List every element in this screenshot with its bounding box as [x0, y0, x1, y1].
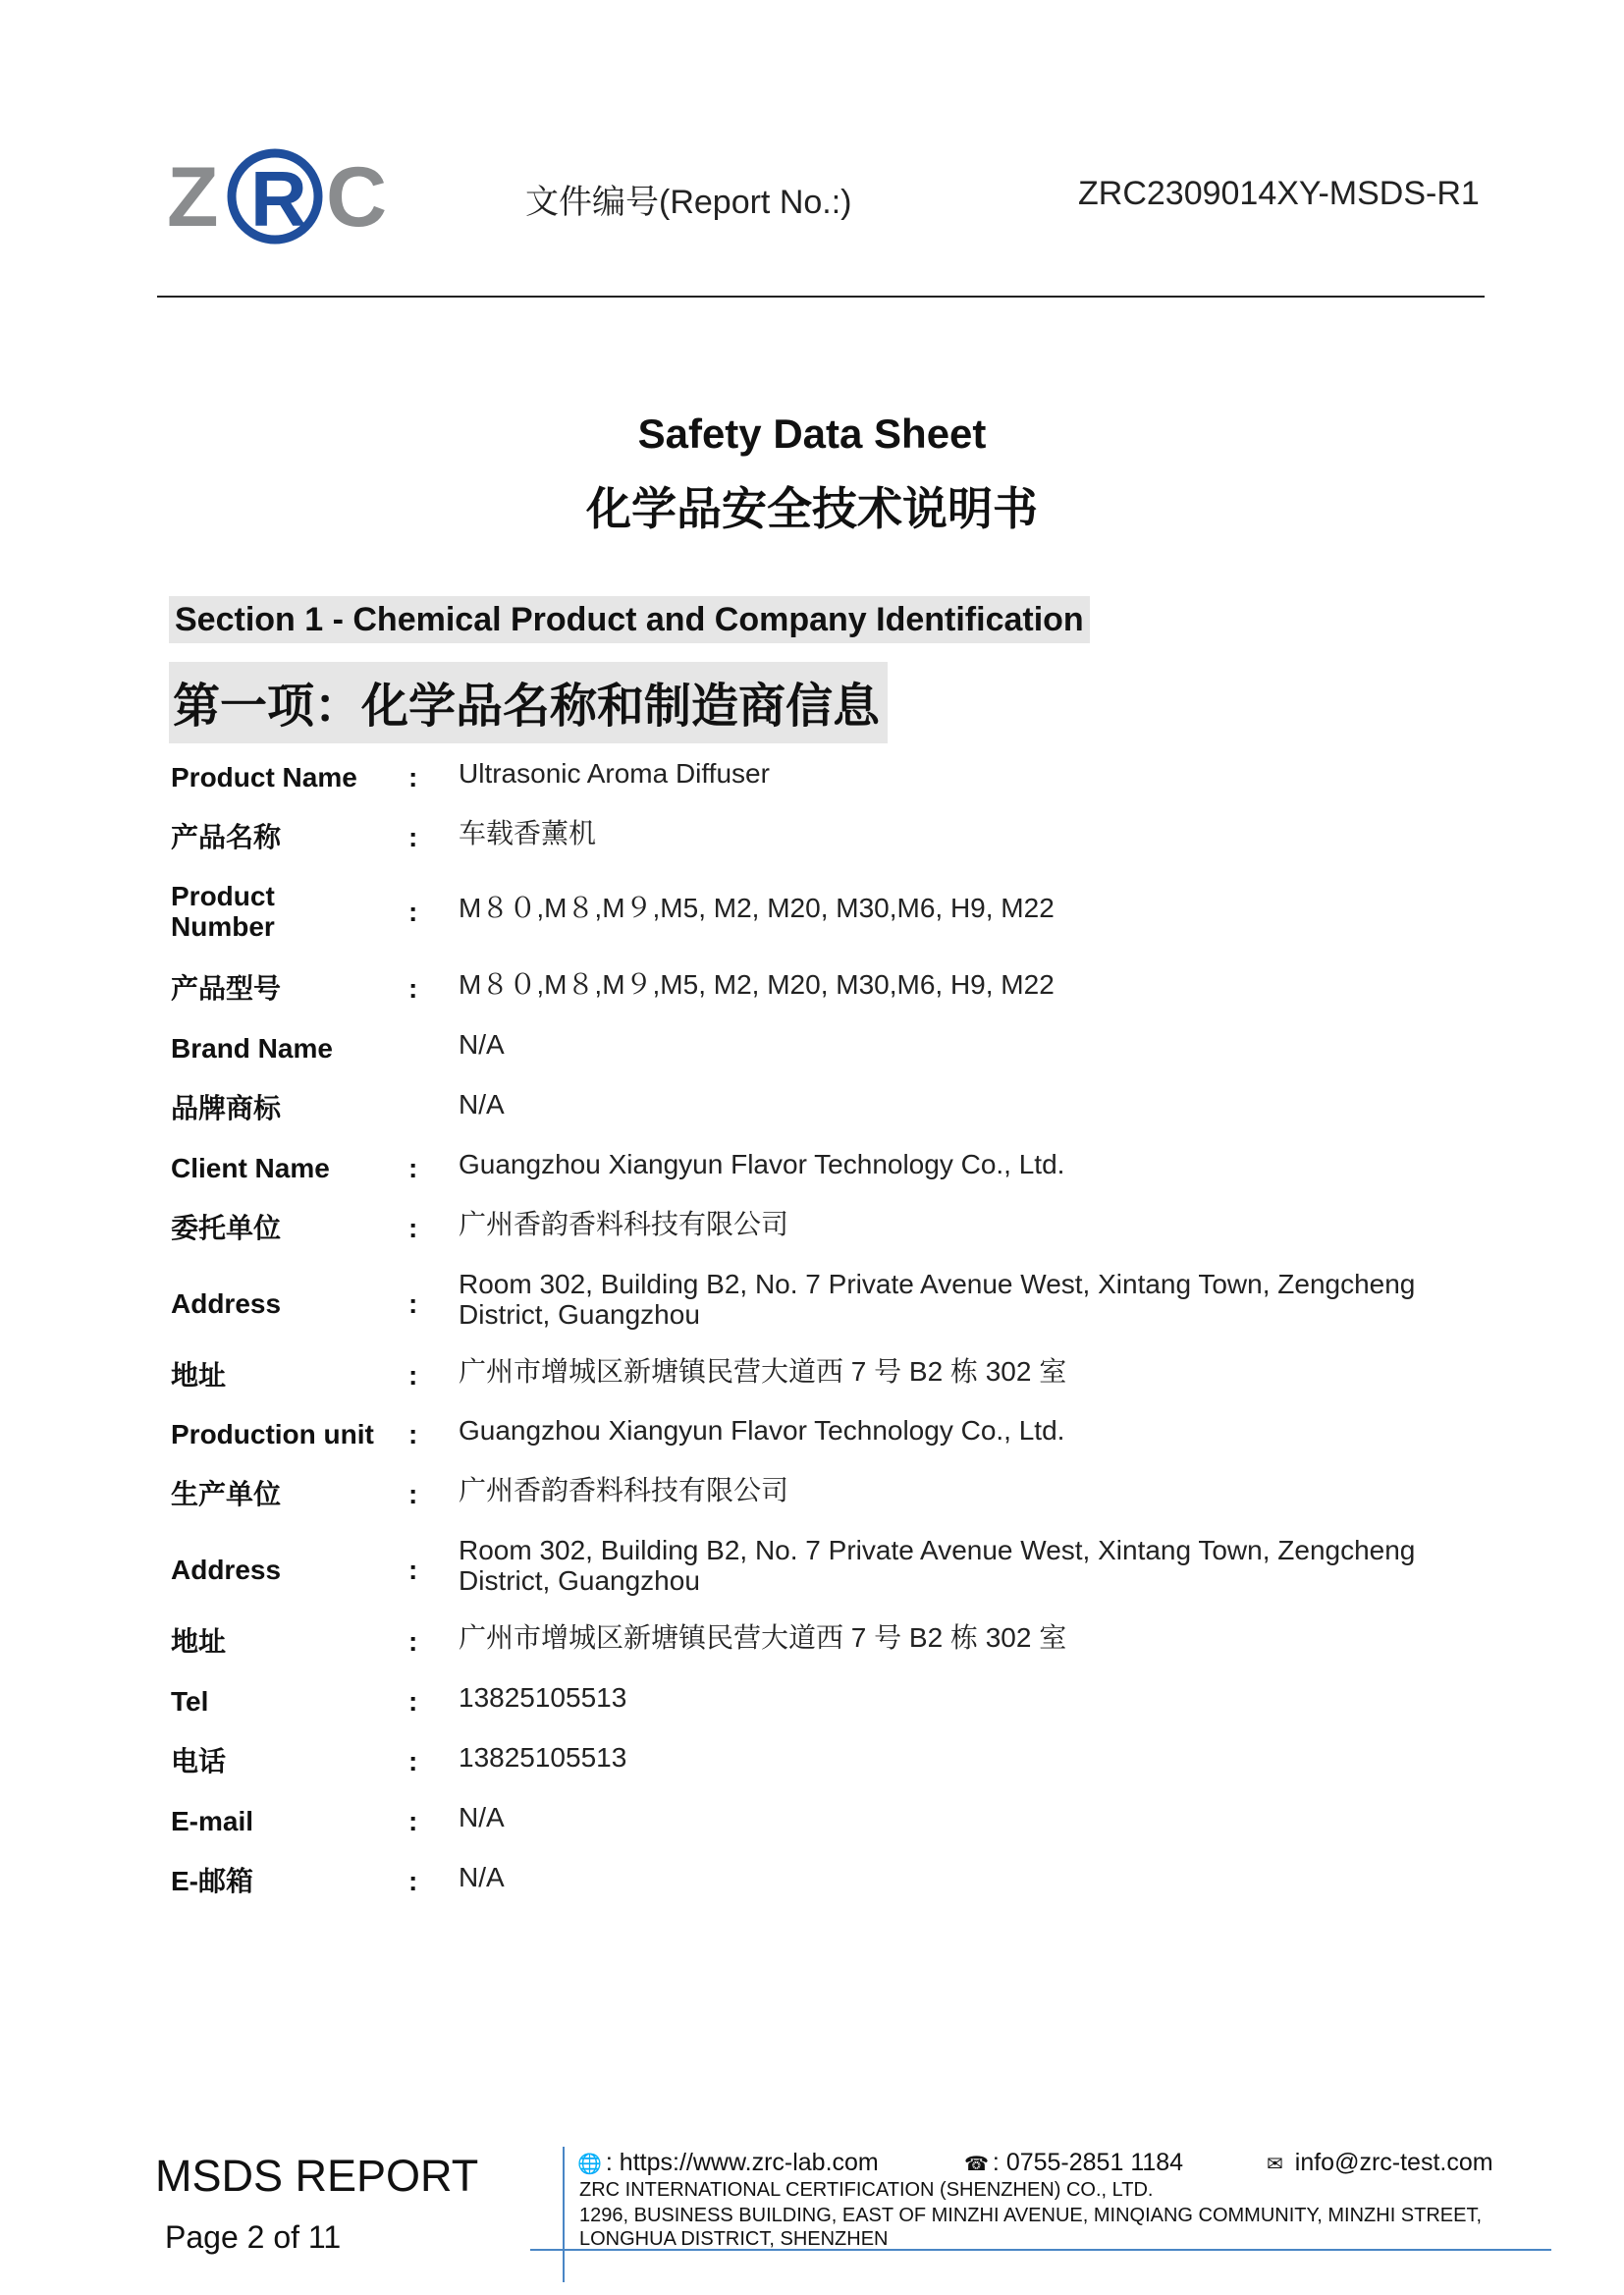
row-colon: :: [408, 1213, 418, 1243]
row-colon: :: [408, 1746, 418, 1776]
row-colon: :: [408, 973, 418, 1004]
row-value: N/A: [459, 1089, 505, 1120]
svg-text:C: C: [326, 150, 388, 245]
row-value: Room 302, Building B2, No. 7 Private Avenue West, Xintang Town, Zengcheng District, Guangzhou: [459, 1535, 1416, 1596]
report-number-label: 文件编号(Report No.:): [525, 184, 852, 221]
row-value: 13825105513: [459, 1682, 627, 1713]
page-number: Page 2 of 11: [165, 2219, 342, 2255]
row-colon: :: [408, 1153, 418, 1183]
row-value: N/A: [459, 1029, 505, 1060]
row-label: 地址: [171, 1626, 227, 1657]
web-icon: 🌐: [577, 2154, 602, 2175]
svg-text:R: R: [250, 155, 307, 243]
row-label: 地址: [171, 1360, 227, 1391]
row-label: Brand Name: [171, 1033, 333, 1064]
footer-vertical-divider: [563, 2147, 565, 2282]
email-text: info@zrc-test.com: [1294, 2149, 1493, 2176]
row-label: 委托单位: [171, 1213, 282, 1243]
footer-address-line-1: 1296, BUSINESS BUILDING, EAST OF MINZHI AVENUE, MINQIANG COMMUNITY, MINZHI STREET,: [579, 2205, 1483, 2226]
row-colon: :: [408, 762, 418, 792]
mail-icon: ✉: [1267, 2154, 1283, 2175]
website-text: : https://www.zrc-lab.com: [605, 2149, 879, 2176]
row-colon: :: [408, 1806, 418, 1836]
footer-company: ZRC INTERNATIONAL CERTIFICATION (SHENZHEN) CO., LTD.: [579, 2179, 1154, 2201]
phone-text: : 0755-2851 1184: [992, 2149, 1184, 2176]
row-label: 产品型号: [171, 973, 282, 1004]
row-value: 广州香韵香料科技有限公司: [459, 1209, 789, 1239]
row-colon: :: [408, 1866, 418, 1896]
row-label: Product Name: [171, 762, 357, 792]
footer-email[interactable]: [1267, 2149, 1493, 2177]
row-label: 品牌商标: [171, 1093, 282, 1123]
row-label: Address: [171, 1555, 282, 1585]
row-value: M８０,M８,M９,M5, M2, M20, M30,M6, H9, M22: [459, 969, 1055, 1000]
row-colon: :: [408, 1419, 418, 1449]
row-colon: :: [408, 897, 418, 927]
document-title-en: Safety Data Sheet: [637, 410, 987, 457]
row-value: M８０,M８,M９,M5, M2, M20, M30,M6, H9, M22: [459, 893, 1055, 923]
row-label: Production unit: [171, 1419, 374, 1449]
row-value: 广州市增城区新塘镇民营大道西 7 号 B2 栋 302 室: [459, 1356, 1067, 1387]
row-label: E-邮箱: [171, 1866, 254, 1896]
section-heading-en: Section 1 - Chemical Product and Company Identification: [169, 596, 1090, 643]
row-label: Address: [171, 1288, 282, 1319]
row-colon: :: [408, 1626, 418, 1657]
row-label: 电话: [171, 1746, 227, 1776]
row-label: 生产单位: [171, 1479, 282, 1509]
document-title-zh: 化学品安全技术说明书: [586, 482, 1038, 535]
row-colon: :: [408, 1555, 418, 1585]
footer-website[interactable]: [577, 2149, 879, 2177]
footer-phone: [964, 2149, 1183, 2177]
row-label: Product Number: [171, 881, 275, 942]
row-label: 产品名称: [171, 822, 282, 852]
zrc-logo: [167, 145, 403, 247]
row-value: Room 302, Building B2, No. 7 Private Avenue West, Xintang Town, Zengcheng District, Guangzhou: [459, 1269, 1416, 1330]
row-value: N/A: [459, 1802, 505, 1832]
row-colon: :: [408, 1360, 418, 1391]
row-label: Client Name: [171, 1153, 330, 1183]
row-value: Ultrasonic Aroma Diffuser: [459, 758, 770, 789]
report-number: ZRC2309014XY-MSDS-R1: [1078, 175, 1480, 212]
section-heading-zh: 第一项：化学品名称和制造商信息: [169, 662, 888, 743]
row-colon: :: [408, 1479, 418, 1509]
row-value: Guangzhou Xiangyun Flavor Technology Co., Ltd.: [459, 1149, 1065, 1179]
row-value: 广州市增城区新塘镇民营大道西 7 号 B2 栋 302 室: [459, 1622, 1067, 1653]
row-value: 车载香薰机: [459, 818, 597, 848]
row-colon: :: [408, 1686, 418, 1717]
footer-report-title: MSDS REPORT: [155, 2151, 479, 2201]
row-value: 广州香韵香料科技有限公司: [459, 1475, 789, 1505]
row-label: E-mail: [171, 1806, 254, 1836]
row-value: N/A: [459, 1862, 505, 1892]
row-value: Guangzhou Xiangyun Flavor Technology Co., Ltd.: [459, 1415, 1065, 1446]
row-value: 13825105513: [459, 1742, 627, 1773]
svg-text:Z: Z: [167, 150, 219, 245]
phone-icon: ☎: [964, 2154, 989, 2175]
row-colon: :: [408, 1288, 418, 1319]
row-label: Tel: [171, 1686, 209, 1717]
header-divider: [157, 296, 1485, 298]
row-colon: :: [408, 822, 418, 852]
footer-address-line-2: LONGHUA DISTRICT, SHENZHEN: [579, 2228, 889, 2250]
